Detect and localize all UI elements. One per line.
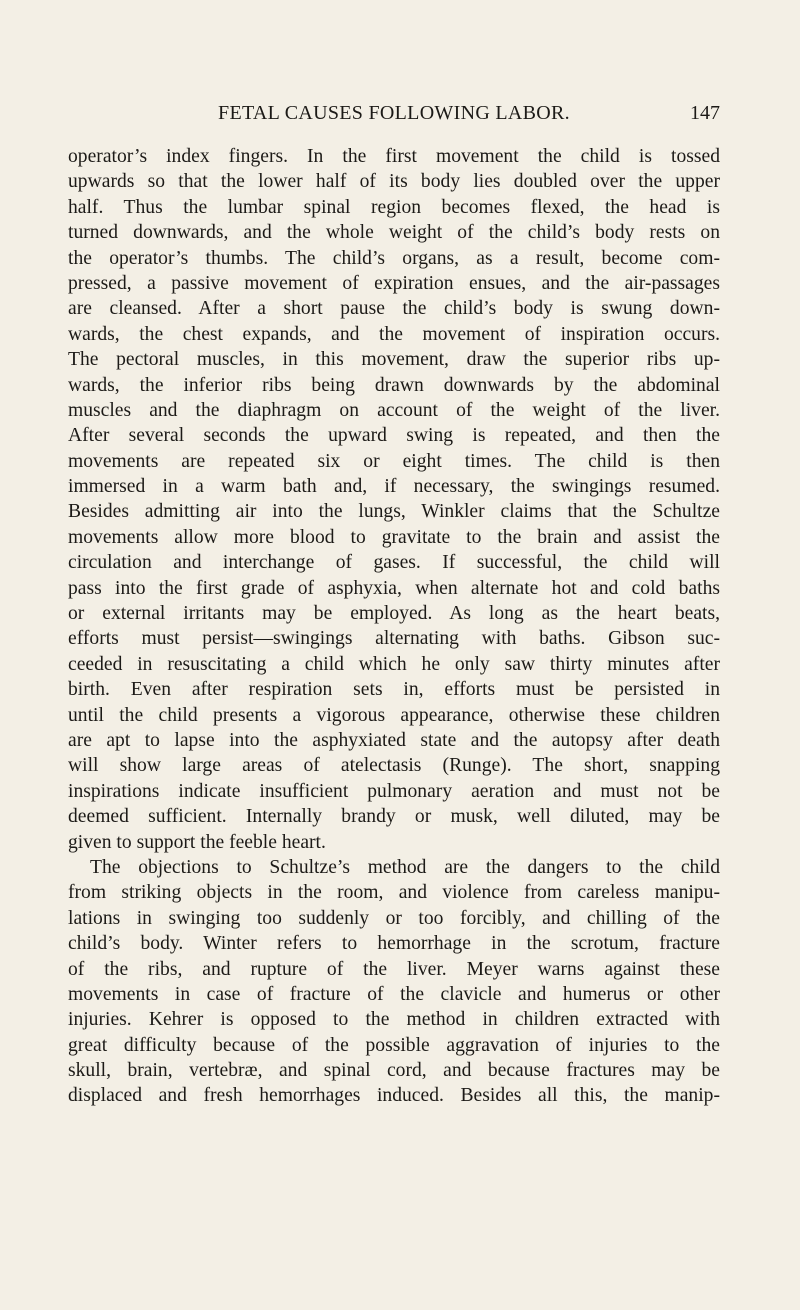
page-number: 147 bbox=[690, 102, 720, 124]
paragraph-start-line: The objections to Schultze’s method are the dangers to the child bbox=[90, 856, 720, 878]
text-line: deemed sufficient. Internally brandy or musk, well diluted, may be bbox=[68, 806, 720, 828]
text-line: from striking objects in the room, and violence from careless manipu- bbox=[68, 882, 720, 904]
text-line: half. Thus the lumbar spinal region becomes flexed, the head is bbox=[68, 196, 720, 218]
text-line: displaced and fresh hemorrhages induced. Besides all this, the manip- bbox=[68, 1085, 720, 1107]
text-line: operator’s index fingers. In the first movement the child is tossed bbox=[68, 146, 720, 167]
running-head bbox=[68, 102, 720, 128]
text-line: wards, the chest expands, and the movement of inspiration occurs. bbox=[68, 323, 720, 345]
running-title: FETAL CAUSES FOLLOWING LABOR. bbox=[218, 102, 570, 124]
text-line: or external irritants may be employed. As long as the heart beats, bbox=[68, 603, 720, 625]
text-line: inspirations indicate insufficient pulmonary aeration and must not be bbox=[68, 780, 720, 802]
text-line: movements in case of fracture of the clavicle and humerus or other bbox=[68, 983, 720, 1005]
text-line: muscles and the diaphragm on account of the weight of the liver. bbox=[68, 399, 720, 421]
body-text bbox=[68, 144, 720, 1109]
text-line: are cleansed. After a short pause the child’s body is swung down- bbox=[68, 298, 720, 320]
text-line: The pectoral muscles, in this movement, draw the superior ribs up- bbox=[68, 349, 720, 371]
text-line: wards, the inferior ribs being drawn downwards by the abdominal bbox=[68, 374, 720, 396]
text-line: the operator’s thumbs. The child’s organs, as a result, become com- bbox=[68, 247, 720, 269]
text-line: are apt to lapse into the asphyxiated state and the autopsy after death bbox=[68, 729, 720, 751]
text-line: Besides admitting air into the lungs, Winkler claims that the Schultze bbox=[68, 501, 720, 523]
text-line: of the ribs, and rupture of the liver. Meyer warns against these bbox=[68, 958, 720, 980]
paragraph-end-line: given to support the feeble heart. bbox=[68, 831, 326, 853]
text-line: ceeded in resuscitating a child which he only saw thirty minutes after bbox=[68, 653, 720, 675]
text-line: movements are repeated six or eight times. The child is then bbox=[68, 450, 720, 472]
text-line: movements allow more blood to gravitate to the brain and assist the bbox=[68, 526, 720, 548]
text-line: will show large areas of atelectasis (Runge). The short, snapping bbox=[68, 755, 720, 777]
text-line: After several seconds the upward swing is repeated, and then the bbox=[68, 425, 720, 447]
text-line: circulation and interchange of gases. If successful, the child will bbox=[68, 552, 720, 574]
text-line: great difficulty because of the possible aggravation of injuries to the bbox=[68, 1034, 720, 1056]
text-line: injuries. Kehrer is opposed to the method in children extracted with bbox=[68, 1009, 720, 1031]
text-line: pass into the first grade of asphyxia, when alternate hot and cold baths bbox=[68, 577, 720, 599]
text-line: skull, brain, vertebræ, and spinal cord, and because fractures may be bbox=[68, 1060, 720, 1082]
text-line: lations in swinging too suddenly or too forcibly, and chilling of the bbox=[68, 907, 720, 929]
text-line: pressed, a passive movement of expiration ensues, and the air-passages bbox=[68, 272, 720, 294]
text-line: upwards so that the lower half of its body lies doubled over the upper bbox=[68, 171, 720, 193]
text-line: efforts must persist—swingings alternating with baths. Gibson suc- bbox=[68, 628, 720, 650]
text-line: immersed in a warm bath and, if necessary, the swingings resumed. bbox=[68, 476, 720, 498]
text-line: until the child presents a vigorous appearance, otherwise these children bbox=[68, 704, 720, 726]
text-line: child’s body. Winter refers to hemorrhage in the scrotum, fracture bbox=[68, 933, 720, 955]
text-line: turned downwards, and the whole weight of the child’s body rests on bbox=[68, 222, 720, 244]
text-line: birth. Even after respiration sets in, efforts must be persisted in bbox=[68, 679, 720, 701]
